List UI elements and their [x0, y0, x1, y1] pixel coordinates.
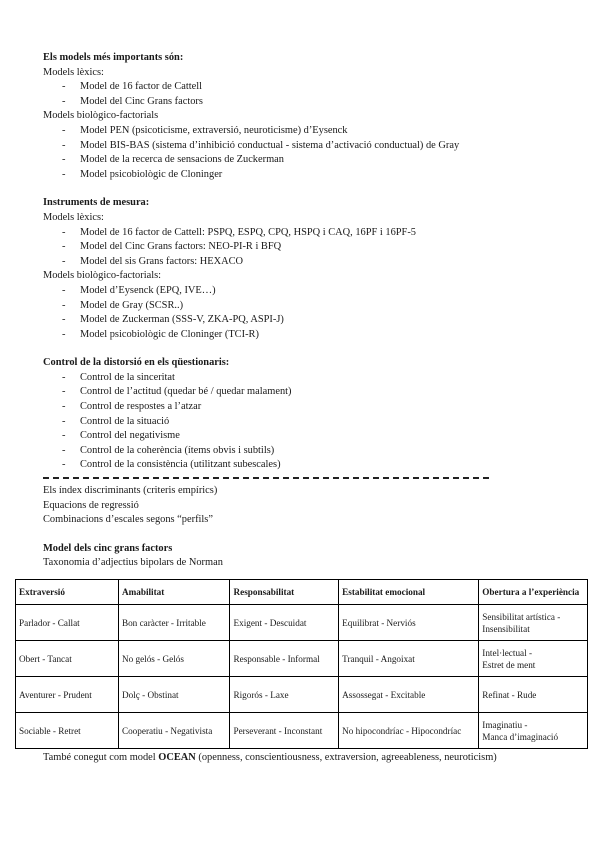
cell-text: Refinat - Rude [482, 689, 537, 700]
table-cell [16, 713, 119, 749]
list-item: - Control de la sinceritat [43, 371, 563, 386]
column-header: Extraversió [16, 580, 119, 605]
text-line: Equacions de regressió [43, 499, 139, 511]
column-header: Amabilitat [118, 580, 230, 605]
cell-text: Obert - Tancat [19, 653, 72, 664]
bullet-list [43, 80, 563, 109]
bullet-list [43, 284, 563, 342]
cell-text: No hipocondríac - Hipocondríac [342, 725, 462, 736]
list-item: - Control de la consistència (utilitzant subescales) [43, 458, 563, 473]
list-item: - Model BIS-BAS (sistema d’inhibició conductual - sistema d’activació conductual) de Gray [43, 139, 563, 154]
text-line: Combinacions d’escales segons “perfils” [43, 514, 213, 526]
table-cell [479, 605, 588, 641]
section-heading-distortion: Control de la distorsió en els qüestionaris: [43, 357, 230, 369]
cell-text: Sociable - Retret [19, 725, 81, 736]
list-item: - Model de Zuckerman (SSS-V, ZKA-PQ, ASPI-J) [43, 313, 563, 328]
footnote-suffix: (openness, conscientiousness, extraversion, agreeableness, neuroticism) [195, 752, 497, 764]
cell-text: Dolç - Obstinat [121, 689, 179, 700]
list-item: - Control de respostes a l’atzar [43, 400, 563, 415]
cell-text: Manca d’imaginació [482, 731, 559, 742]
table-cell [339, 677, 479, 713]
list-item: - Model de 16 factor de Cattell: PSPQ, ESPQ, CPQ, HSPQ i CAQ, 16PF i 16PF-5 [43, 226, 563, 241]
group-label: Models lèxics: [43, 66, 104, 78]
section-heading-big-five: Model dels cinc grans factors [43, 542, 173, 554]
cell-text: Tranquil - Angoixat [342, 653, 415, 664]
cell-text: Perseverant - Inconstant [233, 725, 323, 736]
norman-adjectives-table [15, 579, 588, 749]
table-cell [16, 677, 119, 713]
column-header: Responsabilitat [230, 580, 339, 605]
footnote-bold: OCEAN [158, 752, 196, 764]
table-cell [118, 713, 230, 749]
table-cell [230, 713, 339, 749]
cell-text: Intel·lectual - [482, 647, 533, 658]
list-item: - Model del Cinc Grans factors [43, 95, 563, 110]
ocean-footnote [43, 752, 497, 763]
cell-text: Rigorós - Laxe [233, 689, 289, 700]
table-cell [16, 641, 119, 677]
cell-text: Cooperatiu - Negativista [121, 725, 213, 736]
text-line: Els índex discriminants (criteris empírics) [43, 485, 218, 497]
group-label: Models biològico-factorials [43, 110, 159, 122]
table-cell [118, 677, 230, 713]
cell-text: Equilibrat - Nerviós [342, 617, 416, 628]
dashed-separator [43, 477, 489, 479]
bullet-list [43, 124, 563, 182]
cell-text: Responsable - Informal [233, 653, 320, 664]
table-caption: Taxonomia d’adjectius bipolars de Norman [43, 557, 223, 569]
list-item: - Model del sis Grans factors: HEXACO [43, 255, 563, 270]
list-item: - Control de l’actitud (quedar bé / quedar malament) [43, 385, 563, 400]
cell-text: Aventurer - Prudent [19, 689, 92, 700]
table-header-row [16, 580, 588, 605]
cell-text: Bon caràcter - Irritable [121, 617, 206, 628]
table-cell [339, 605, 479, 641]
cell-text: Imaginatiu - [482, 719, 528, 730]
cell-text: Exigent - Descuidat [233, 617, 307, 628]
bullet-list [43, 226, 563, 270]
list-item: - Model de 16 factor de Cattell [43, 80, 563, 95]
table-cell [230, 641, 339, 677]
cell-text: No gelós - Gelós [121, 653, 184, 664]
cell-text: Assossegat - Excitable [342, 689, 426, 700]
table-cell [230, 605, 339, 641]
table-cell [118, 605, 230, 641]
group-label: Models lèxics: [43, 211, 104, 223]
table-row [16, 713, 588, 749]
cell-text: Sensibilitat artística - [482, 611, 561, 622]
column-header: Obertura a l’experiència [479, 580, 588, 605]
table-cell [479, 641, 588, 677]
table-row [16, 605, 588, 641]
table-cell [339, 641, 479, 677]
list-item: - Control de la situació [43, 415, 563, 430]
table-row [16, 641, 588, 677]
cell-text: Parlador - Callat [19, 617, 80, 628]
list-item: - Model psicobiològic de Cloninger (TCI-R) [43, 328, 563, 343]
footnote-prefix: També conegut com model [43, 752, 159, 764]
list-item: - Model psicobiològic de Cloninger [43, 168, 563, 183]
list-item: - Control de la coherència (ítems obvis i subtils) [43, 444, 563, 459]
list-item: - Model d’Eysenck (EPQ, IVE…) [43, 284, 563, 299]
table-cell [339, 713, 479, 749]
section-heading-models: Els models més importants són: [43, 52, 184, 63]
list-item: - Control del negativisme [43, 429, 563, 444]
table-cell [479, 677, 588, 713]
table-cell [118, 641, 230, 677]
table-cell [16, 605, 119, 641]
table-cell [230, 677, 339, 713]
table-row [16, 677, 588, 713]
bullet-list [43, 371, 563, 473]
cell-text: Estret de ment [482, 659, 536, 670]
list-item: - Model de Gray (SCSR..) [43, 299, 563, 314]
column-header: Estabilitat emocional [339, 580, 479, 605]
document-body [43, 51, 563, 571]
list-item: - Model de la recerca de sensacions de Zuckerman [43, 153, 563, 168]
cell-text: Insensibilitat [482, 623, 530, 634]
section-heading-instruments: Instruments de mesura: [43, 197, 150, 209]
table-cell [479, 713, 588, 749]
list-item: - Model PEN (psicoticisme, extraversió, neuroticisme) d’Eysenck [43, 124, 563, 139]
list-item: - Model del Cinc Grans factors: NEO-PI-R i BFQ [43, 240, 563, 255]
group-label: Models biològico-factorials: [43, 270, 162, 282]
